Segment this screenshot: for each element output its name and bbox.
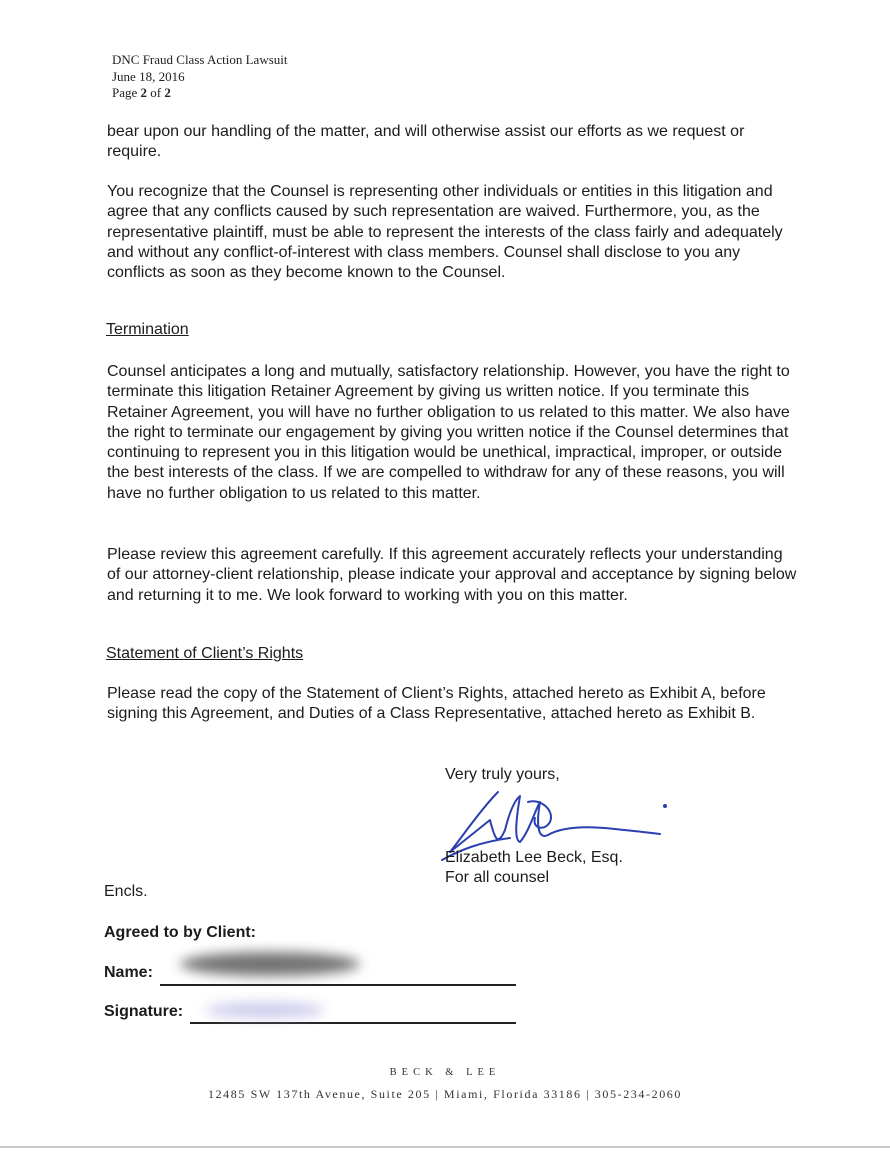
letter-date: June 18, 2016	[112, 68, 185, 84]
client-signature-label: Signature:	[104, 1003, 184, 1020]
paragraph-conflicts: You recognize that the Counsel is representing other individuals or entities in this litigation and agree that any conflicts caused by such representation are waived. Furthermore, you, as the representative plaintiff, must be able to represent the interests of the class fairly and adequately and without any conflict-of-interest with class members. Counsel shall disclose to you any conflicts as soon as they become known to the Counsel.	[107, 183, 783, 282]
heading-termination: Termination	[106, 321, 189, 338]
paragraph-termination: Counsel anticipates a long and mutually, satisfactory relationship. However, you have the right to terminate this litigation Retainer Agreement by giving us written notice. If you terminate this Retainer Agreement, you will have no further obligation to us related to this matter. We also have the right to terminate our engagement by giving you written notice if the Counsel determines that continuing to represent you in this litigation would be unethical, impractical, improper, or outside the best interests of the class. If we are compelled to withdraw for any of these reasons, you will have no further obligation to us related to this matter.	[107, 363, 790, 502]
heading-client-rights: Statement of Client’s Rights	[106, 645, 304, 662]
signer-role: For all counsel	[445, 869, 550, 886]
client-name-line	[160, 984, 516, 986]
letter-header	[112, 52, 288, 102]
footer-address: 12485 SW 137th Avenue, Suite 205 | Miami, Florida 33186 | 305-234-2060	[207, 1087, 682, 1101]
signer-name: Elizabeth Lee Beck, Esq.	[445, 849, 623, 866]
signature-dot	[663, 804, 667, 808]
footer-firm-name: BECK & LEE	[389, 1067, 501, 1078]
closing-salutation: Very truly yours,	[445, 766, 560, 783]
redacted-client-name	[180, 952, 360, 976]
page-number: Page 2 of 2	[112, 85, 171, 100]
redacted-client-signature	[205, 1002, 325, 1018]
case-title: DNC Fraud Class Action Lawsuit	[112, 52, 288, 67]
paragraph-continuation: bear upon our handling of the matter, and will otherwise assist our efforts as we request or require.	[107, 123, 745, 161]
enclosures-label: Encls.	[104, 883, 148, 900]
client-name-label: Name:	[104, 964, 153, 981]
page-bottom-edge	[0, 1146, 890, 1148]
paragraph-review: Please review this agreement carefully. If this agreement accurately reflects your understanding of our attorney-client relationship, please indicate your approval and acceptance by signing below and returning it to me. We look forward to working with you on this matter.	[107, 546, 797, 604]
client-signature-line	[190, 1022, 516, 1024]
paragraph-client-rights: Please read the copy of the Statement of Client’s Rights, attached hereto as Exhibit A, before signing this Agreement, and Duties of a Class Representative, attached hereto as Exhibit B.	[107, 685, 766, 723]
agreed-by-client-label: Agreed to by Client:	[104, 924, 257, 941]
